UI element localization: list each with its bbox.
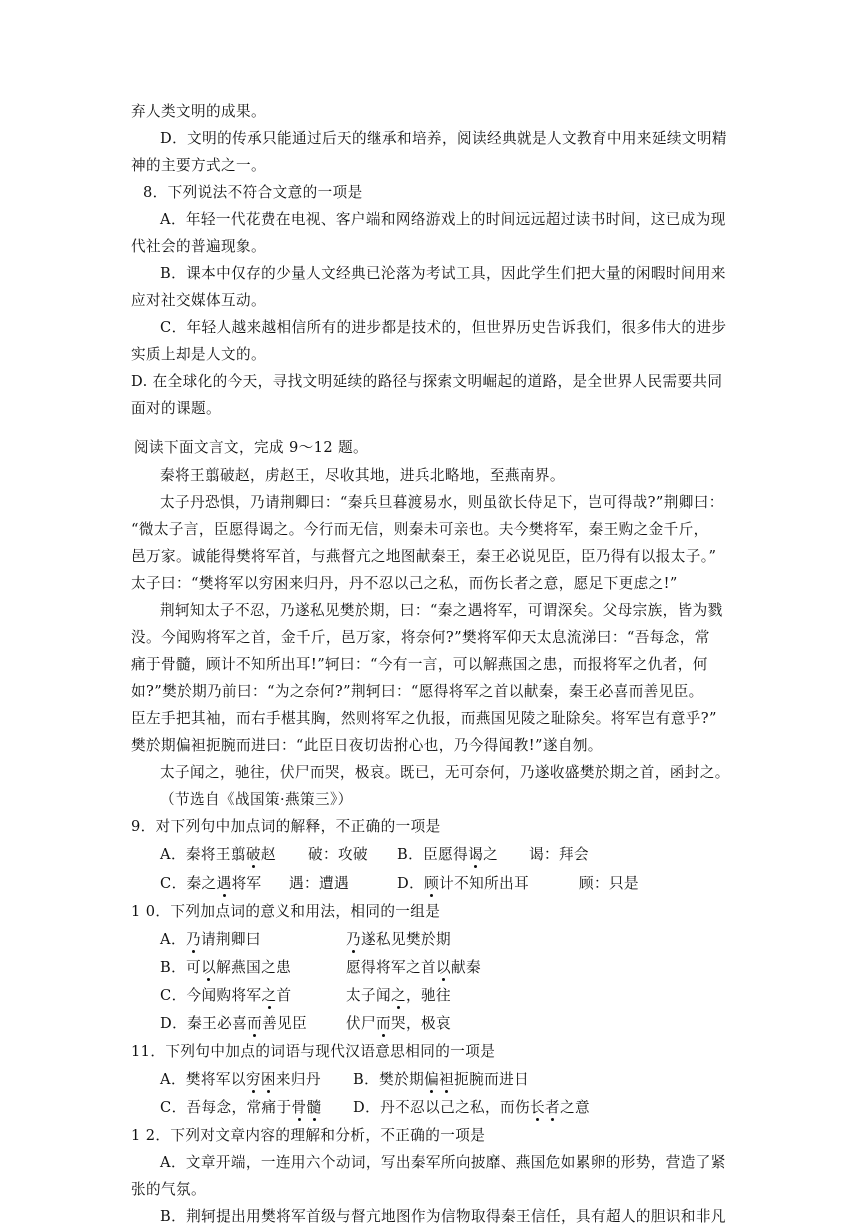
passage-line: “微太子言，臣愿得谒之。今行而无信，则秦未可亲也。夫今樊将军，秦王购之金千斤， [131,521,709,538]
q10-option-c-left: C．今闻购将军之首 [160,987,292,1004]
q10-option-a-right: 乃遂私见樊於期 [346,931,451,948]
q8-option-a: A．年轻一代花费在电视、客户端和网络游戏上的时间远远超过读书时间，这已成为现 [160,211,726,228]
dotted-word: 乃 [185,931,201,948]
q9-option-d: D．顾计不知所出耳 [397,875,530,892]
q9-option-a-gloss: 破：攻破 [308,846,368,863]
dotted-word: 之 [390,987,406,1004]
q12-option-a: A．文章开端，一连用六个动词，写出秦军所向披靡、燕国危如累卵的形势，营造了紧 [160,1154,726,1171]
dotted-word: 穷 [245,1071,261,1088]
passage-source: （节选自《战国策·燕策三》） [160,791,353,808]
q10-option-b-right: 愿得将军之首以献秦 [346,959,481,976]
question-10-stem: 1 0．下列加点词的意义和用法，相同的一组是 [131,903,441,920]
q10-option-d-right: 伏尸而哭，极哀 [346,1015,451,1032]
dotted-word: 长 [530,1099,546,1116]
reading-instruction: 阅读下面文言文，完成 9～12 题。 [134,439,369,456]
dotted-word: 之 [261,987,277,1004]
question-9-stem: 9．对下列句中加点词的解释，不正确的一项是 [131,818,441,835]
dotted-word: 者 [545,1099,561,1116]
q9-option-a: A．秦将王翦破赵 [160,846,276,863]
q9-option-d-gloss: 顾：只是 [579,875,639,892]
option-d-line: D．文明的传承只能通过后天的继承和培养，阅读经典就是人文教育中用来延续文明精 [160,130,727,147]
q8-option-d: D. 在全球化的今天，寻找文明延续的路径与探索文明崛起的道路，是全世界人民需要共同 [131,373,723,390]
passage-line: 臣左手把其袖，而右手椹其胸，然则将军之仇报，而燕国见陵之耻除矣。将军岂有意乎?” [131,710,717,727]
passage-line: 樊於期偏袒扼腕而进曰：“此臣日夜切齿拊心也，乃今得闻教!”遂自刎。 [131,737,603,754]
text-line: 面对的课题。 [131,400,221,417]
q8-option-b: B．课本中仅存的少量人文经典已沦落为考试工具，因此学生们把大量的闲暇时间用来 [160,265,726,282]
text-line: 实质上却是人文的。 [131,346,266,363]
text-line: 神的主要方式之一。 [131,157,266,174]
passage-line: 太子丹恐惧，乃请荆卿曰：“秦兵旦暮渡易水，则虽欲长侍足下，岂可得哉?”荆卿曰： [160,494,724,511]
dotted-word: 以 [435,959,451,976]
passage-line: 邑万家。诚能得樊将军首，与燕督亢之地图献秦王，秦王必说见臣，臣乃得有以报太子。” [131,548,717,565]
dotted-word: 而 [247,1015,263,1032]
dotted-word: 谒 [468,846,484,863]
passage-line: 痛于骨髓，顾计不知所出耳!”轲曰：“今有一言，可以解燕国之患，而报将军之仇者，何 [131,656,708,673]
dotted-word: 顾 [424,875,440,892]
dotted-word: 偏 [424,1071,440,1088]
dotted-word: 遇 [216,875,232,892]
q11-option-c: C．吾每念，常痛于骨髓 [160,1099,322,1116]
dotted-word: 而 [376,1015,391,1032]
q8-option-c: C．年轻人越来越相信所有的进步都是技术的，但世界历史告诉我们，很多伟大的进步 [160,319,727,336]
q10-option-c-right: 太子闻之，驰往 [346,987,451,1004]
question-11-stem: 11．下列句中加点的词语与现代汉语意思相同的一项是 [131,1043,496,1060]
question-12-stem: 1 2．下列对文章内容的理解和分析，不正确的一项是 [131,1127,486,1144]
passage-line: 秦将王翦破赵，虏赵王，尽收其地，进兵北略地，至燕南界。 [160,467,565,484]
passage-line: 如?”樊於期乃前曰：“为之奈何?”荆轲曰：“愿得将军之首以献秦，秦王必喜而善见臣。 [131,683,704,700]
dotted-word: 破 [245,846,261,863]
q11-option-a: A．樊将军以穷困来归丹 [160,1071,321,1088]
dotted-word: 以 [201,959,217,976]
passage-line: 太子曰：“樊将军以穷困来归丹，丹不忍以己之私，而伤长者之意，愿足下更虑之!” [131,575,678,592]
passage-line: 没。今闻购将军之首，金千斤，邑万家，将奈何?”樊将军仰天太息流涕曰：“吾每念，常 [131,629,710,646]
dotted-word: 困 [260,1071,276,1088]
dotted-word: 袒 [439,1071,455,1088]
q12-option-b: B．荆轲提出用樊将军首级与督亢地图作为信物取得秦王信任，具有超人的胆识和非凡 [160,1208,726,1225]
text-line: 应对社交媒体互动。 [131,292,266,309]
q10-option-d-left: D．秦王必喜而善见臣 [160,1015,308,1032]
q9-option-b-gloss: 谒：拜会 [529,846,589,863]
q10-option-a-left: A．乃请荆卿曰 [160,931,261,948]
dotted-word: 骨 [291,1099,307,1116]
dotted-word: 髓 [306,1099,322,1116]
passage-line: 太子闻之，驰往，伏尸而哭，极哀。既已，无可奈何，乃遂收盛樊於期之首，函封之。 [160,764,730,781]
text-line: 代社会的普遍现象。 [131,238,266,255]
q9-option-c-gloss: 遇：遭遇 [289,875,349,892]
q11-option-b: B．樊於期偏袒扼腕而进日 [353,1071,530,1088]
q10-option-b-left: B．可以解燕国之患 [160,959,292,976]
q11-option-d: D．丹不忍以己之私，而伤长者之意 [353,1099,591,1116]
dotted-word: 乃 [346,931,361,948]
text-line: 弃人类文明的成果。 [131,103,266,120]
q9-option-c: C．秦之遇将军 [160,875,262,892]
passage-line: 荆轲知太子不忍，乃遂私见樊於期，曰：“秦之遇将军，可谓深矣。父母宗族，皆为戮 [160,602,723,619]
q9-option-b: B．臣愿得谒之 [397,846,499,863]
text-line: 张的气氛。 [131,1181,206,1198]
question-8-stem: 8．下列说法不符合文意的一项是 [143,184,363,201]
